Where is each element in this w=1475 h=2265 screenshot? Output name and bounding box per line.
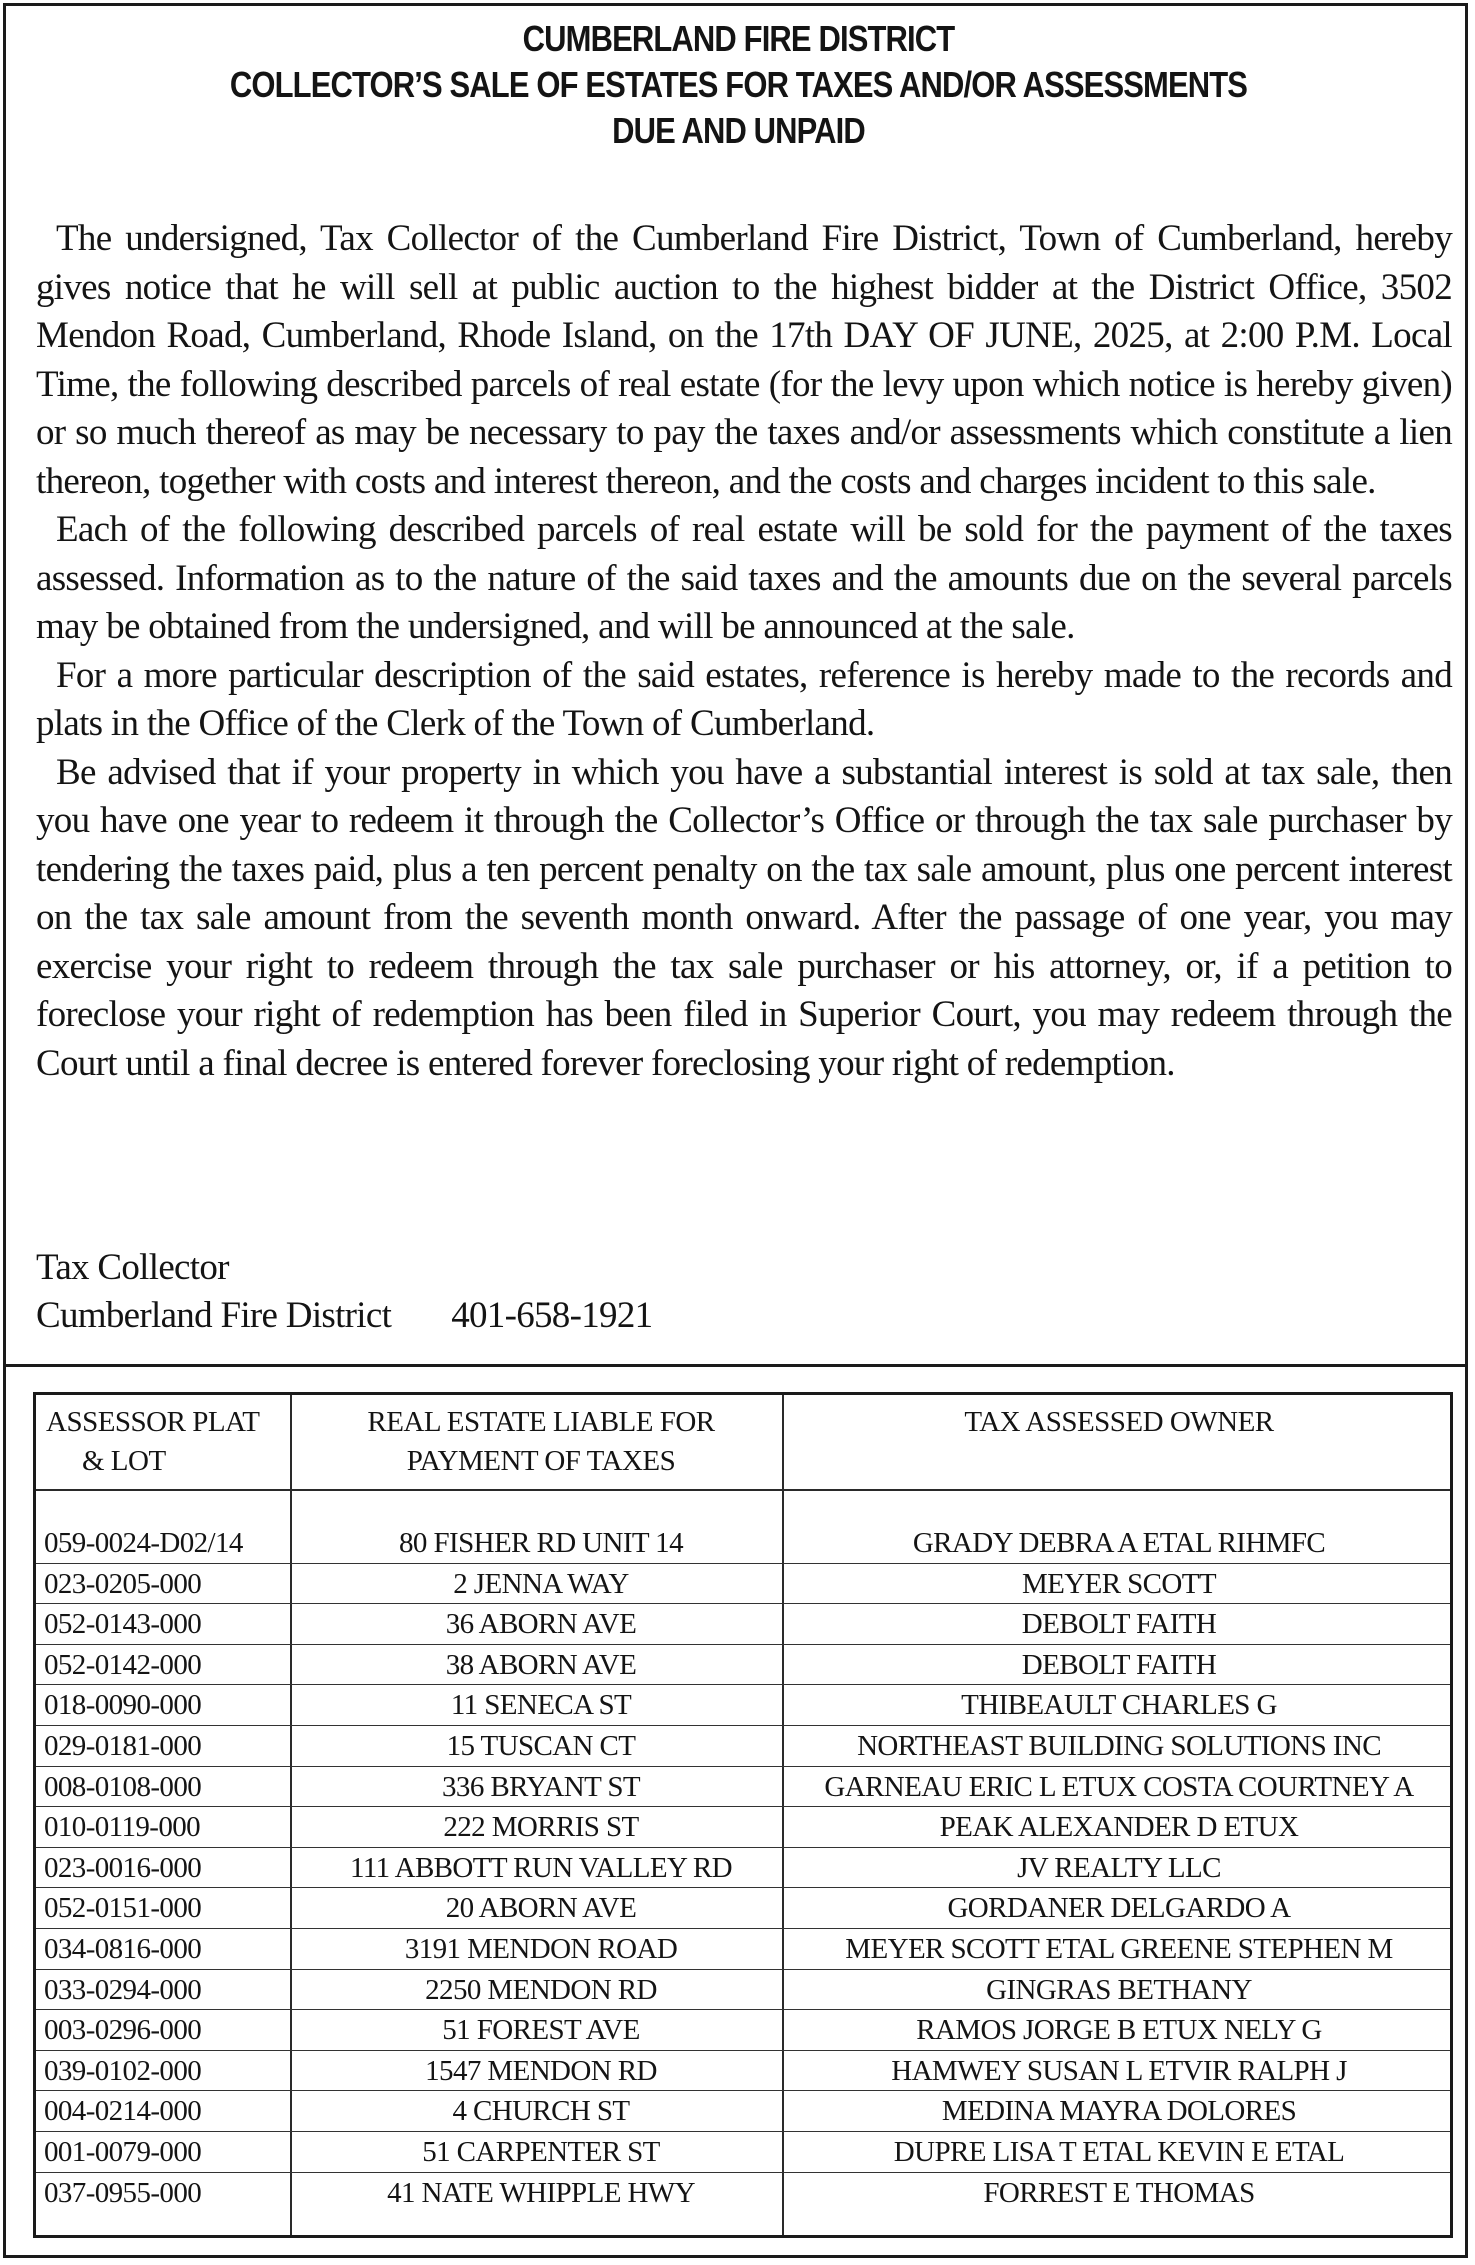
table-row bbox=[36, 1645, 1450, 1686]
cell-plat: 033-0294-000 bbox=[44, 1973, 202, 2006]
notice-frame bbox=[3, 3, 1468, 2258]
section-divider bbox=[6, 1364, 1465, 1367]
signature-phone: 401-658-1921 bbox=[451, 1295, 653, 1336]
table-row bbox=[36, 1807, 1450, 1848]
cell-plat: 001-0079-000 bbox=[44, 2135, 202, 2168]
cell-owner: HAMWEY SUSAN L ETVIR RALPH J bbox=[891, 2054, 1347, 2087]
cell-address: 15 TUSCAN CT bbox=[446, 1729, 636, 1762]
cell-plat: 029-0181-000 bbox=[44, 1729, 202, 1762]
table-row bbox=[36, 1726, 1450, 1767]
column-header-owner: TAX ASSESSED OWNER bbox=[964, 1406, 1274, 1438]
cell-plat: 052-0143-000 bbox=[44, 1608, 202, 1641]
table-row bbox=[36, 2173, 1450, 2214]
cell-plat: 052-0151-000 bbox=[44, 1892, 202, 1925]
cell-plat: 034-0816-000 bbox=[44, 1932, 202, 1965]
signature-org: Cumberland Fire District bbox=[36, 1295, 392, 1336]
cell-owner: MEYER SCOTT bbox=[1022, 1567, 1216, 1600]
cell-plat: 023-0205-000 bbox=[44, 1567, 202, 1600]
column-header-address-line2: PAYMENT OF TAXES bbox=[406, 1445, 676, 1477]
cell-address: 2250 MENDON RD bbox=[425, 1973, 657, 2006]
cell-plat: 039-0102-000 bbox=[44, 2054, 202, 2087]
cell-owner: GORDANER DELGARDO A bbox=[947, 1892, 1291, 1925]
cell-address: 1547 MENDON RD bbox=[425, 2054, 657, 2087]
column-header-plat bbox=[46, 1403, 296, 1481]
cell-address: 51 FOREST AVE bbox=[442, 2014, 640, 2047]
table-row bbox=[36, 1848, 1450, 1889]
cell-address: 51 CARPENTER ST bbox=[422, 2135, 660, 2168]
cell-owner: DEBOLT FAITH bbox=[1021, 1648, 1217, 1681]
cell-address: 3191 MENDON ROAD bbox=[404, 1932, 678, 1965]
header-subtitle-2: DUE AND UNPAID bbox=[612, 110, 865, 151]
parcel-table bbox=[33, 1392, 1453, 2238]
cell-address: 4 CHURCH ST bbox=[452, 2095, 630, 2128]
column-header-plat-line1: ASSESSOR PLAT bbox=[46, 1406, 260, 1438]
cell-address: 80 FISHER RD UNIT 14 bbox=[399, 1527, 683, 1559]
signature-org-line bbox=[36, 1292, 652, 1340]
cell-plat: 003-0296-000 bbox=[44, 2014, 202, 2047]
cell-address: 336 BRYANT ST bbox=[442, 1770, 640, 1803]
cell-plat: 037-0955-000 bbox=[44, 2176, 202, 2209]
table-row bbox=[36, 1523, 1450, 1564]
table-row bbox=[36, 1929, 1450, 1970]
cell-owner: DEBOLT FAITH bbox=[1021, 1608, 1217, 1641]
cell-plat: 023-0016-000 bbox=[44, 1851, 202, 1884]
paragraph-notice: The undersigned, Tax Collector of the Cumberland Fire District, Town of Cumberland, hereby gives notice that he will sell at public auction to the highest bidder at the District Office, 3502 Mendon Road, Cumberland, Rhode Island, on the 17th DAY OF JUNE, 2025, at 2:00 P.M. Local Time, the following described parcels of real estate (for the levy upon which notice is hereby given) or so much thereof as may be necessary to pay the taxes and/or assessments which constitute a lien thereon, together with costs and interest thereon, and the costs and charges incident to this sale. bbox=[36, 218, 1452, 502]
table-row bbox=[36, 2010, 1450, 2051]
cell-owner: THIBEAULT CHARLES G bbox=[961, 1689, 1277, 1722]
cell-address: 2 JENNA WAY bbox=[453, 1567, 629, 1600]
header-rule bbox=[36, 1489, 1450, 1491]
table-row bbox=[36, 1604, 1450, 1645]
table-body bbox=[36, 1523, 1450, 2213]
cell-owner: GARNEAU ERIC L ETUX COSTA COURTNEY A bbox=[824, 1770, 1414, 1803]
notice-body bbox=[36, 211, 1452, 1088]
cell-owner: PEAK ALEXANDER D ETUX bbox=[939, 1811, 1299, 1844]
column-header-address bbox=[296, 1403, 786, 1481]
cell-address: 36 ABORN AVE bbox=[445, 1608, 637, 1641]
cell-owner: RAMOS JORGE B ETUX NELY G bbox=[916, 2014, 1322, 2047]
cell-address: 222 MORRIS ST bbox=[443, 1811, 639, 1844]
cell-plat: 008-0108-000 bbox=[44, 1770, 202, 1803]
table-row bbox=[36, 2091, 1450, 2132]
table-row bbox=[36, 1970, 1450, 2011]
paragraph-description: For a more particular description of the said estates, reference is hereby made to the records and plats in the Office of the Clerk of the Town of Cumberland. bbox=[36, 654, 1452, 744]
cell-address: 38 ABORN AVE bbox=[445, 1648, 637, 1681]
cell-owner: FORREST E THOMAS bbox=[983, 2176, 1255, 2209]
header-title: CUMBERLAND FIRE DISTRICT bbox=[522, 18, 955, 59]
column-header-address-line1: REAL ESTATE LIABLE FOR bbox=[367, 1406, 715, 1438]
cell-plat: 018-0090-000 bbox=[44, 1689, 202, 1722]
cell-plat: 052-0142-000 bbox=[44, 1648, 202, 1681]
cell-owner: MEDINA MAYRA DOLORES bbox=[941, 2095, 1297, 2128]
signature-title: Tax Collector bbox=[36, 1247, 229, 1288]
cell-address: 111 ABBOTT RUN VALLEY RD bbox=[350, 1851, 732, 1884]
cell-plat: 004-0214-000 bbox=[44, 2095, 202, 2128]
cell-address: 20 ABORN AVE bbox=[445, 1892, 637, 1925]
table-row bbox=[36, 1767, 1450, 1808]
cell-owner: GRADY DEBRA A ETAL RIHMFC bbox=[912, 1527, 1326, 1559]
table-row bbox=[36, 1564, 1450, 1605]
cell-owner: DUPRE LISA T ETAL KEVIN E ETAL bbox=[893, 2135, 1345, 2168]
column-header-plat-line2: & LOT bbox=[82, 1445, 166, 1477]
table-row bbox=[36, 1685, 1450, 1726]
paragraph-parcels: Each of the following described parcels of real estate will be sold for the payment of the taxes assessed. Information as to the nature of the said taxes and the amounts due on the several parcels may be obtained from the undersigned, and will be announced at the sale. bbox=[36, 509, 1452, 647]
cell-owner: GINGRAS BETHANY bbox=[986, 1973, 1252, 2006]
cell-owner: MEYER SCOTT ETAL GREENE STEPHEN M bbox=[845, 1932, 1393, 1965]
header-subtitle: COLLECTOR’S SALE OF ESTATES FOR TAXES AND/OR ASSESSMENTS bbox=[229, 64, 1248, 105]
cell-plat: 059-0024-D02/14 bbox=[44, 1527, 243, 1559]
table-row bbox=[36, 2132, 1450, 2173]
cell-plat: 010-0119-000 bbox=[44, 1811, 201, 1844]
table-row bbox=[36, 2051, 1450, 2092]
paragraph-redemption: Be advised that if your property in which you have a substantial interest is sold at tax sale, then you have one year to redeem it through the Collector’s Office or through the tax sale purchaser by tendering the taxes paid, plus a ten percent penalty on the tax sale amount, plus one percent interest on the tax sale amount from the seventh month onward. After the passage of one year, you may exercise your right to redeem through the tax sale purchaser or his attorney, or, if a petition to foreclose your right of redemption has been filed in Superior Court, you may redeem through the Court until a final decree is entered forever foreclosing your right of redemption. bbox=[36, 751, 1452, 1084]
cell-address: 11 SENECA ST bbox=[450, 1689, 632, 1722]
cell-owner: JV REALTY LLC bbox=[1017, 1851, 1221, 1884]
table-row bbox=[36, 1888, 1450, 1929]
cell-address: 41 NATE WHIPPLE HWY bbox=[387, 2176, 695, 2209]
signature-block bbox=[36, 1244, 652, 1340]
notice-header bbox=[6, 16, 1471, 154]
cell-owner: NORTHEAST BUILDING SOLUTIONS INC bbox=[857, 1729, 1381, 1762]
